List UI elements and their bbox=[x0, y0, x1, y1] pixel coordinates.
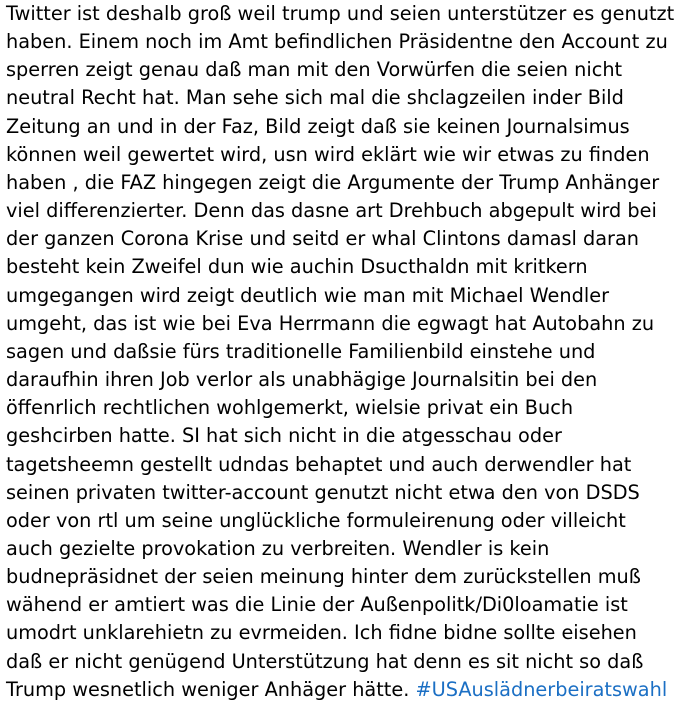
text-line: der ganzen Corona Krise und seitd er whal Clintons damasl daran bbox=[6, 227, 640, 251]
text-line: haben , die FAZ hingegen zeigt die Argumente der Trump Anhänger bbox=[6, 170, 660, 194]
text-line: oder von rtl um seine unglückliche formuleirenung oder villeicht bbox=[6, 508, 626, 532]
text-line: besteht kein Zweifel dun wie auchin Dsucthaldn mit kritkern bbox=[6, 255, 588, 279]
text-line: daß er nicht genügend Unterstützung hat denn es sit nicht so daß bbox=[6, 649, 644, 673]
text-line: Zeitung an und in der Faz, Bild zeigt daß sie keinen Journalsimus bbox=[6, 114, 630, 138]
text-line: können weil gewertet wird, usn wird eklärt wie wir etwas zu finden bbox=[6, 142, 650, 166]
text-line: viel differenzierter. Denn das dasne art Drehbuch abgepult wird bei bbox=[6, 199, 657, 223]
text-line: tagetsheemn gestellt udndas behaptet und auch derwendler hat bbox=[6, 452, 632, 476]
text-line: sagen und daßsie fürs traditionelle Familienbild einstehe und bbox=[6, 339, 596, 363]
post-text bbox=[6, 0, 678, 704]
text-line: auch gezielte provokation zu verbreiten. Wendler is kein bbox=[6, 536, 550, 560]
text-line: geshcirben hatte. SI hat sich nicht in die atgesschau oder bbox=[6, 424, 562, 448]
text-line: seinen privaten twitter-account genutzt nicht etwa den von DSDS bbox=[6, 480, 640, 504]
text-line: umodrt unklarehietn zu evrmeiden. Ich fidne bidne sollte eisehen bbox=[6, 621, 637, 645]
last-line-text: Trump wesnetlich weniger Anhäger hätte. bbox=[6, 677, 416, 701]
text-line: öffenrlich rechtlichen wohlgemerkt, wielsie privat ein Buch bbox=[6, 396, 574, 420]
text-line: haben. Einem noch im Amt befindlichen Präsidentne den Account zu bbox=[6, 30, 668, 54]
text-line: budnepräsidnet der seien meinung hinter dem zurückstellen muß bbox=[6, 565, 641, 589]
text-line-last bbox=[6, 676, 678, 704]
text-line: sperren zeigt genau daß man mit den Vorwürfen die seien nicht bbox=[6, 58, 623, 82]
text-line: neutral Recht hat. Man sehe sich mal die shclagzeilen inder Bild bbox=[6, 86, 624, 110]
text-line: wähend er amtiert was die Linie der Außenpolitk/Di0loamatie ist bbox=[6, 593, 628, 617]
text-line: Twitter ist deshalb groß weil trump und seien unterstützer es genutzt bbox=[6, 2, 675, 25]
text-line: umgegangen wird zeigt deutlich wie man mit Michael Wendler bbox=[6, 283, 609, 307]
text-line: umgeht, das ist wie bei Eva Herrmann die egwagt hat Autobahn zu bbox=[6, 311, 655, 335]
text-line: daraufhin ihren Job verlor als unabhägige Journalsitin bei den bbox=[6, 368, 598, 392]
hashtag-link[interactable]: #USAuslädnerbeiratswahl bbox=[415, 677, 668, 701]
